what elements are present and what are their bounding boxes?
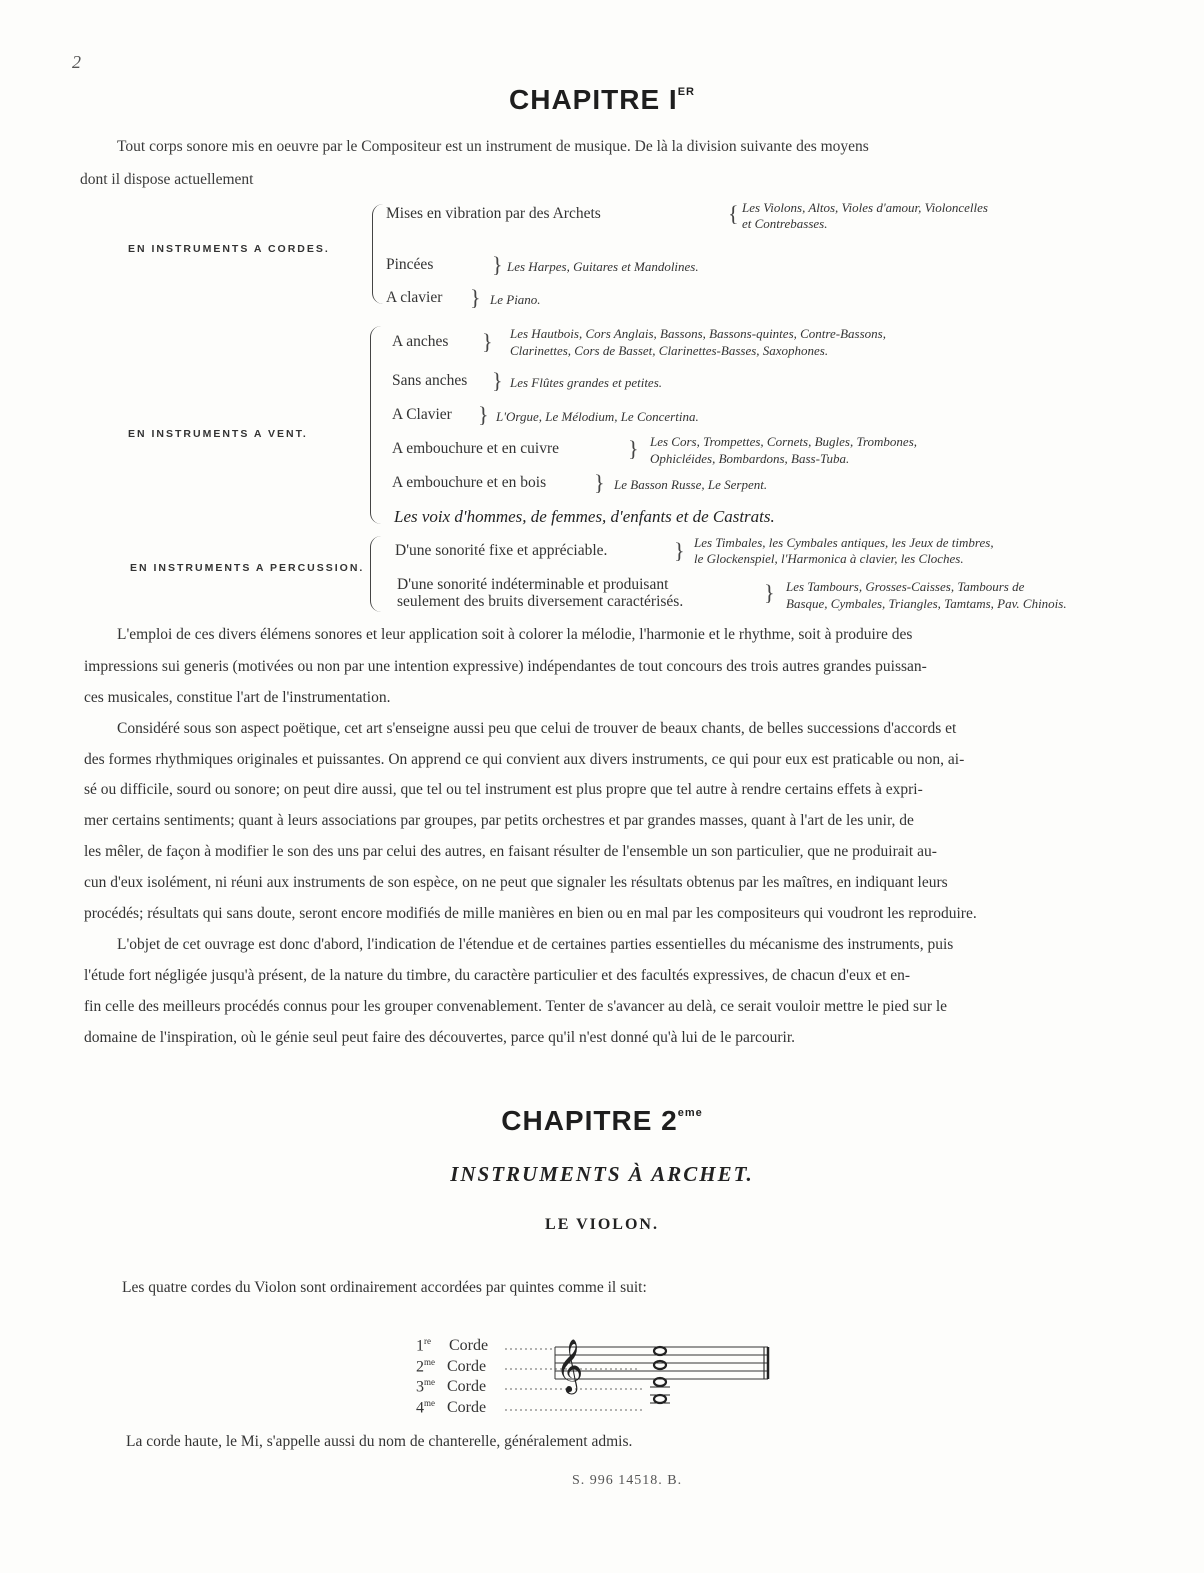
cordes-brace — [372, 204, 383, 304]
chapter-2-title — [0, 1105, 1204, 1137]
cordes-pincees-desc: Les Harpes, Guitares et Mandolines. — [507, 259, 699, 274]
note-a4-icon — [654, 1361, 666, 1369]
cordes-item-pincees: Pincées — [386, 256, 434, 273]
cordes-clavier-desc: Le Piano. — [490, 292, 541, 307]
vent-bois-desc: Le Basson Russe, Le Serpent. — [614, 477, 768, 492]
paragraph-2-line-4: mer certains sentiments; quant à leurs associations par groupes, par petits orchestres et par grandes masses, quant à l'art de les unir, de — [84, 812, 914, 829]
corde-4-label: $4^{me}$ Corde — [416, 1398, 487, 1417]
chapter-1-title — [0, 84, 1204, 116]
chanterelle-line: La corde haute, le Mi, s'appelle aussi du nom de chanterelle, généralement admis. — [126, 1433, 633, 1450]
vent-item-cuivre: A embouchure et en cuivre — [392, 440, 559, 457]
paragraph-2-line-1: Considéré sous son aspect poëtique, cet art s'enseigne aussi peu que celui de trouver de beaux chants, de belles successions d'accords et — [117, 720, 957, 737]
footer-plate-number: S. 996 14518. B. — [572, 1473, 683, 1488]
intro-line-2: dont il dispose actuellement — [80, 171, 254, 188]
cordes-archets-desc-1: Les Violons, Altos, Violes d'amour, Violoncelles — [742, 200, 988, 215]
vent-clavier-desc: L'Orgue, Le Mélodium, Le Concertina. — [496, 409, 699, 424]
percussion-item-indeterminable-2: seulement des bruits diversement caractérisés. — [397, 593, 684, 610]
percussion-fixe-desc-1: Les Timbales, les Cymbales antiques, les Jeux de timbres, — [694, 535, 994, 550]
intro-line-1: Tout corps sonore mis en oeuvre par le Compositeur est un instrument de musique. De là la division suivante des moyens — [117, 138, 869, 155]
cordes-item-clavier: A clavier — [386, 289, 443, 306]
cordes-archets-brace: { — [728, 201, 739, 226]
paragraph-3-line-2: l'étude fort négligée jusqu'à présent, de la nature du timbre, du caractère particulier et des facultés expressives, de chacun d'eux et en- — [84, 967, 911, 984]
cordes-pincees-brace: } — [492, 252, 503, 277]
paragraph-1-line-3: ces musicales, constitue l'art de l'instrumentation. — [84, 689, 391, 706]
percussion-item-fixe: D'une sonorité fixe et appréciable. — [395, 542, 608, 559]
page-number: 2 — [72, 52, 81, 72]
corde-1-label: 1re Corde — [416, 1336, 489, 1355]
ledger-lines — [650, 1387, 670, 1403]
chapter-2-title-sup: eme — [677, 1107, 703, 1119]
note-e5-icon — [654, 1347, 666, 1355]
corde-2-label: $2^{me}$ Corde — [416, 1357, 487, 1376]
paragraph-3-line-4: domaine de l'inspiration, où le génie seul peut faire des découvertes, parce qu'il n'est donné qu'à lui de le parcourir. — [84, 1029, 796, 1046]
chapter-1-title-text: CHAPITRE I — [509, 84, 678, 115]
percussion-fixe-desc-2: le Glockenspiel, l'Harmonica à clavier, les Cloches. — [694, 551, 964, 566]
vent-anches-desc-2: Clarinettes, Cors de Basset, Clarinettes-Basses, Saxophones. — [510, 343, 829, 358]
category-percussion-label: EN INSTRUMENTS A PERCUSSION. — [130, 562, 365, 574]
voix-line: Les voix d'hommes, de femmes, d'enfants et de Castrats. — [394, 507, 775, 526]
paragraph-1-line-1: L'emploi de ces divers élémens sonores et leur application soit à colorer la mélodie, l'harmonie et le rhythme, soit à produire des — [117, 626, 913, 643]
paragraph-2-line-7: procédés; résultats qui sans doute, seront encore modifiés de mille manières en bien ou en mal par les compositeurs qui voudront les reproduire. — [84, 905, 977, 922]
percussion-fixe-brace: } — [674, 538, 685, 563]
vent-cuivre-desc-2: Ophicléides, Bombardons, Bass-Tuba. — [650, 451, 850, 466]
vent-bois-brace: } — [594, 470, 605, 495]
percussion-brace — [370, 536, 381, 612]
percussion-item-indeterminable-1: D'une sonorité indéterminable et produisant — [397, 576, 669, 593]
cordes-clavier-brace: } — [470, 285, 481, 310]
tuning-intro: Les quatre cordes du Violon sont ordinairement accordées par quintes comme il suit: — [122, 1279, 647, 1296]
paragraph-3-line-3: fin celle des meilleurs procédés connus pour les grouper convenablement. Tenter de s'avancer au delà, ce serait vouloir mettre le pied sur le — [84, 998, 948, 1015]
percussion-indeterminable-desc-2: Basque, Cymbales, Triangles, Tamtams, Pav. Chinois. — [786, 596, 1067, 611]
vent-item-anches: A anches — [392, 333, 449, 350]
vent-cuivre-desc-1: Les Cors, Trompettes, Cornets, Bugles, Trombones, — [650, 434, 918, 449]
vent-anches-desc-1: Les Hautbois, Cors Anglais, Bassons, Bassons-quintes, Contre-Bassons, — [510, 326, 886, 341]
vent-sans-anches-desc: Les Flûtes grandes et petites. — [510, 375, 663, 390]
staff-lines — [555, 1347, 768, 1379]
paragraph-2-line-3: sé ou difficile, sourd ou sonore; on peut dire aussi, que tel ou tel instrument est plus propre que tel autre à rendre certains effets à expri- — [84, 781, 923, 798]
vent-item-clavier: A Clavier — [392, 406, 452, 423]
chapter-1-title-sup: ER — [677, 86, 695, 98]
vent-brace — [370, 326, 381, 524]
chapter-2-title-text: CHAPITRE 2 — [501, 1105, 678, 1136]
vent-item-bois: A embouchure et en bois — [392, 474, 547, 491]
category-cordes-label: EN INSTRUMENTS A CORDES. — [128, 243, 330, 255]
paragraph-1-line-2: impressions sui generis (motivées ou non par une intention expressive) indépendantes de tout concours des trois autres grandes puissan- — [84, 658, 927, 675]
tuning-staff — [500, 1335, 780, 1425]
vent-clavier-brace: } — [478, 402, 489, 427]
subsection-title: LE VIOLON. — [545, 1216, 659, 1233]
cordes-archets-desc-2: et Contrebasses. — [742, 216, 828, 231]
section-title: INSTRUMENTS À ARCHET. — [450, 1162, 754, 1186]
percussion-indeterminable-desc-1: Les Tambours, Grosses-Caisses, Tambours de — [786, 579, 1025, 594]
note-g3-icon — [654, 1395, 666, 1403]
paragraph-2-line-2: des formes rhythmiques originales et puissantes. On apprend ce qui convient aux divers instruments, ce qui pour eux est praticable ou non, ai- — [84, 751, 965, 768]
treble-clef-icon: 𝄞 — [556, 1338, 584, 1392]
vent-cuivre-brace: } — [628, 436, 639, 461]
category-vent-label: EN INSTRUMENTS A VENT. — [128, 428, 308, 440]
paragraph-2-line-5: les mêler, de façon à modifier le son des uns par celui des autres, en faisant résulter de l'ensemble un son particulier, que ne produirait au- — [84, 843, 937, 860]
vent-anches-brace: } — [482, 329, 493, 354]
percussion-indeterminable-brace: } — [764, 580, 775, 605]
paragraph-3-line-1: L'objet de cet ouvrage est donc d'abord, l'indication de l'étendue et de certaines parties essentielles du mécanisme des instruments, puis — [117, 936, 954, 953]
paragraph-2-line-6: cun d'eux isolément, ni réuni aux instruments de son espèce, on ne peut que signaler les résultats obtenus par les maîtres, en indiquant leurs — [84, 874, 948, 891]
cordes-item-archets: Mises en vibration par des Archets — [386, 205, 601, 222]
vent-item-sans-anches: Sans anches — [392, 372, 468, 389]
corde-3-label: $3^{me}$ Corde — [416, 1377, 487, 1396]
vent-sans-anches-brace: } — [492, 368, 503, 393]
